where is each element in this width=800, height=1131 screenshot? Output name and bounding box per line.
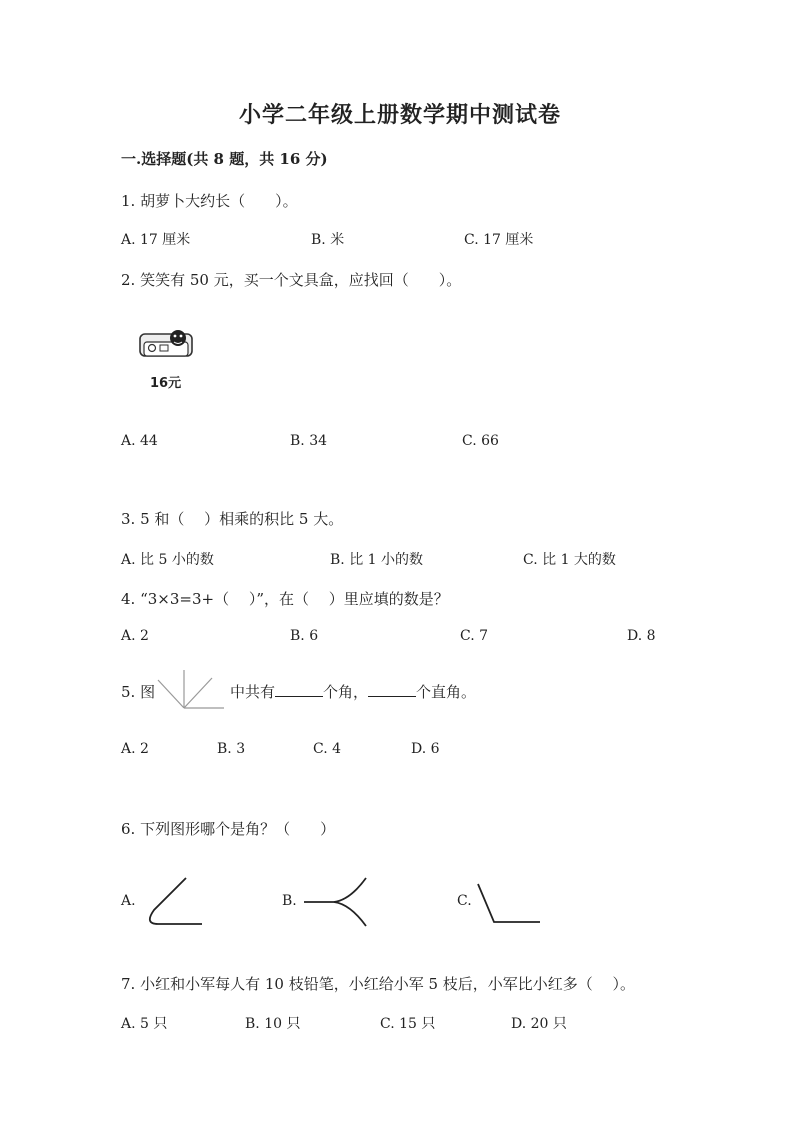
q5-option-d: D. 6	[411, 741, 440, 757]
answer-blank-2[interactable]	[368, 682, 416, 697]
q7-option-d: D. 20 只	[511, 1016, 567, 1032]
q2-option-a: A. 44	[121, 433, 158, 449]
section-heading: 一.选择题(共 8 题，共 16 分)	[121, 150, 328, 168]
q3-option-b: B. 比 1 小的数	[330, 552, 423, 568]
q5-mid-text: 中共有	[230, 683, 276, 701]
question-4: 4. “3×3=3+（ ）”，在（ ）里应填的数是？	[121, 590, 449, 608]
curved-angle-figure	[140, 874, 206, 930]
q1-option-b: B. 米	[311, 232, 345, 248]
q5-suffix-text: 个直角。	[416, 683, 477, 701]
q6-option-c: C.	[457, 893, 472, 909]
question-2: 2. 笑笑有 50 元，买一个文具盒，应找回（ ）。	[121, 271, 462, 289]
q4-option-b: B. 6	[290, 628, 319, 644]
price-label: 16元	[150, 376, 182, 391]
angles-figure	[154, 668, 226, 712]
pencil-box-image	[138, 320, 198, 368]
question-7: 7. 小红和小军每人有 10 枝铅笔，小红给小军 5 枝后，小军比小红多（ ）。	[121, 975, 636, 993]
q2-option-b: B. 34	[290, 433, 328, 449]
q4-option-a: A. 2	[121, 628, 149, 644]
q5-option-a: A. 2	[121, 741, 149, 757]
q3-option-c: C. 比 1 大的数	[523, 552, 616, 568]
angle-figure	[474, 880, 544, 930]
q1-option-a: A. 17 厘米	[121, 232, 191, 248]
question-1: 1. 胡萝卜大约长（ ）。	[121, 192, 298, 210]
q5-option-b: B. 3	[217, 741, 246, 757]
q6-option-a: A.	[121, 893, 136, 909]
page-title: 小学二年级上册数学期中测试卷	[238, 102, 561, 128]
q1-option-c: C. 17 厘米	[464, 232, 534, 248]
question-3: 3. 5 和（ ）相乘的积比 5 大。	[121, 510, 344, 528]
question-5-prefix: 5. 图	[121, 683, 156, 701]
curved-lines-figure	[302, 874, 372, 930]
q7-option-a: A. 5 只	[121, 1016, 168, 1032]
q4-option-d: D. 8	[627, 628, 656, 644]
q6-option-b: B.	[282, 893, 297, 909]
question-5-text	[230, 681, 476, 702]
q4-option-c: C. 7	[460, 628, 489, 644]
q7-option-b: B. 10 只	[245, 1016, 301, 1032]
answer-blank-1[interactable]	[275, 682, 323, 697]
q7-option-c: C. 15 只	[380, 1016, 436, 1032]
q5-option-c: C. 4	[313, 741, 342, 757]
question-6: 6. 下列图形哪个是角？（ ）	[121, 820, 336, 838]
q3-option-a: A. 比 5 小的数	[121, 552, 214, 568]
q2-option-c: C. 66	[462, 433, 499, 449]
q5-mid2-text: 个角，	[323, 683, 369, 701]
